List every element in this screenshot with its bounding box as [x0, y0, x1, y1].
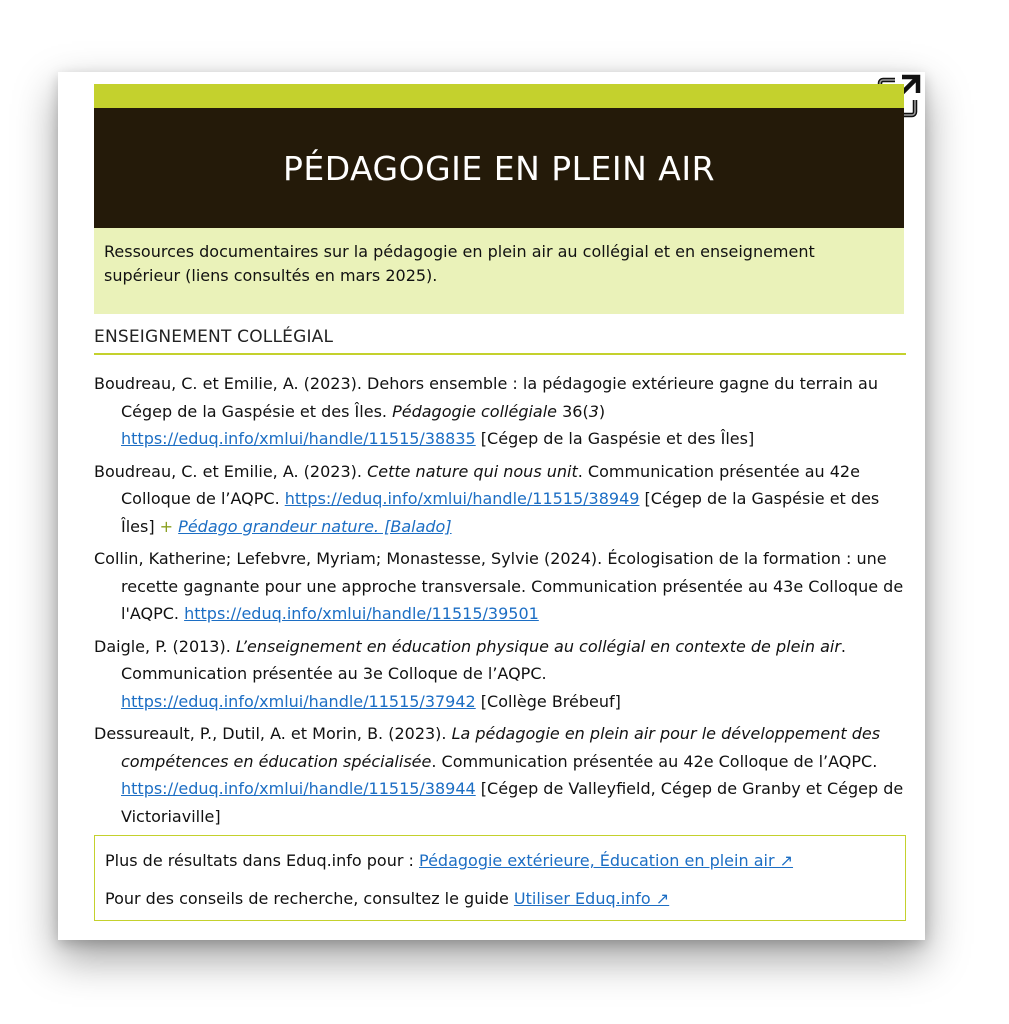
intro-text: Ressources documentaires sur la pédagogie en plein air au collégial et en enseignement supérieur (liens consultés en mars 2025).	[94, 228, 904, 314]
reference-link[interactable]: https://eduq.info/xmlui/handle/11515/39501	[184, 604, 539, 623]
reference-item: Daigle, P. (2013). L’enseignement en éducation physique au collégial en contexte de plein air. Communication présentée au 3e Colloque de l’AQPC. https://eduq.info/xmlui/handle/11515/37942 [Collège Brébeuf]	[94, 636, 847, 711]
reference-item: Dessureault, P., Dutil, A. et Morin, B. (2023). La pédagogie en plein air pour le développement des compétences en éducation spécialisée. Communication présentée au 42e Colloque de l’AQPC. https://eduq.info/xmlui/handle/11515/38944 [Cégep de Valleyfield, Cégep de Granby et Cégep de Victoriaville]	[94, 724, 904, 826]
more-results-box	[94, 835, 906, 921]
reference-link[interactable]: https://eduq.info/xmlui/handle/11515/38944	[121, 779, 476, 798]
document-card	[58, 72, 925, 940]
search-guide-line: Pour des conseils de recherche, consultez le guide Utiliser Eduq.info ↗	[105, 889, 670, 908]
more-results-line: Plus de résultats dans Eduq.info pour : Pédagogie extérieure, Éducation en plein air ↗	[105, 851, 794, 870]
banner-accent-strip	[94, 84, 904, 108]
reference-link[interactable]: https://eduq.info/xmlui/handle/11515/37942	[121, 691, 476, 711]
reference-item: Boudreau, C. et Emilie, A. (2023). Cette nature qui nous unit. Communication présentée au 42e Colloque de l’AQPC. https://eduq.info/xmlui/handle/11515/38949 [Cégep de la Gaspésie et des Îles] + Pédago grandeur nature. [Balado]	[94, 461, 880, 536]
reference-link[interactable]: https://eduq.info/xmlui/handle/11515/38835	[121, 429, 476, 448]
section-heading: ENSEIGNEMENT COLLÉGIAL	[94, 327, 906, 355]
guide-link[interactable]: Utiliser Eduq.info ↗	[513, 889, 670, 908]
podcast-link[interactable]: Pédago grandeur nature. [Balado]	[178, 516, 452, 536]
plus-icon: +	[159, 516, 174, 536]
reference-item: Boudreau, C. et Emilie, A. (2023). Dehors ensemble : la pédagogie extérieure gagne du terrain au Cégep de la Gaspésie et des Îles. Pédagogie collégiale 36(3) https://eduq.info/xmlui/handle/11515/38835 [Cégep de la Gaspésie et des Îles]	[94, 374, 878, 448]
reference-item: Collin, Katherine; Lefebvre, Myriam; Monastesse, Sylvie (2024). Écologisation de la formation : une recette gagnante pour une approche transversale. Communication présentée au 43e Colloque de l'AQPC. https://eduq.info/xmlui/handle/11515/39501	[94, 549, 904, 623]
page-title: PÉDAGOGIE EN PLEIN AIR	[94, 108, 904, 228]
reference-list	[94, 370, 906, 835]
search-results-link[interactable]: Pédagogie extérieure, Éducation en plein air ↗	[419, 851, 794, 870]
reference-link[interactable]: https://eduq.info/xmlui/handle/11515/38949	[284, 489, 640, 508]
